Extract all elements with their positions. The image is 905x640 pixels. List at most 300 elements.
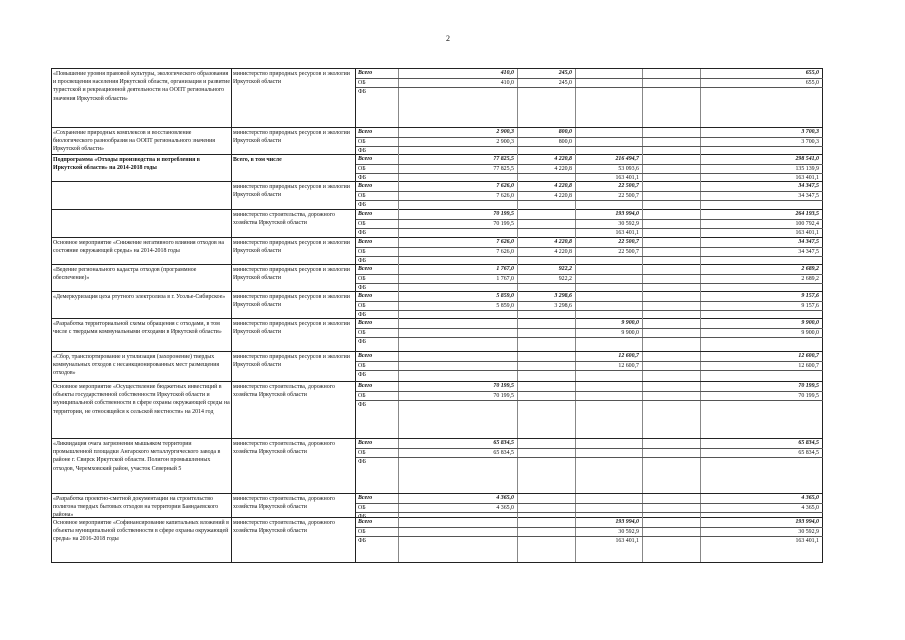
funding-source: Всего bbox=[358, 293, 373, 299]
table-row bbox=[51, 264, 823, 291]
value-total: 34 347,5 bbox=[700, 192, 823, 201]
value-2017 bbox=[642, 401, 700, 438]
value-2017 bbox=[642, 128, 700, 137]
funding-lines bbox=[355, 238, 823, 264]
value-2016 bbox=[575, 302, 642, 311]
funding-line bbox=[356, 155, 823, 165]
value-2014 bbox=[398, 352, 517, 361]
value-2015 bbox=[517, 439, 575, 448]
value-total: 70 199,5 bbox=[700, 382, 823, 391]
funding-line bbox=[356, 338, 823, 351]
value-2014: 4 365,0 bbox=[398, 504, 517, 513]
executor: министерство природных ресурсов и экологии Иркутской области bbox=[231, 292, 355, 318]
value-2016: 22 500,7 bbox=[575, 182, 642, 191]
funding-source: ОБ bbox=[358, 392, 366, 399]
value-2017 bbox=[642, 392, 700, 401]
value-2016: 163 401,1 bbox=[575, 174, 642, 183]
value-2016 bbox=[575, 401, 642, 438]
funding-line bbox=[356, 329, 823, 339]
value-2015: 245,0 bbox=[517, 79, 575, 88]
value-2015: 4 220,8 bbox=[517, 248, 575, 257]
funding-source: ОБ bbox=[358, 275, 366, 282]
value-total: 34 347,5 bbox=[700, 238, 823, 247]
value-2017 bbox=[642, 88, 700, 127]
funding-line bbox=[356, 528, 823, 538]
value-2016: 30 592,9 bbox=[575, 528, 642, 537]
value-total: 163 401,1 bbox=[700, 174, 823, 183]
budget-table bbox=[51, 68, 823, 563]
funding-lines bbox=[355, 382, 823, 438]
funding-source: ОБ bbox=[358, 504, 366, 511]
value-total bbox=[700, 401, 823, 438]
value-total: 655,0 bbox=[700, 79, 823, 88]
value-2015: 4 220,8 bbox=[517, 165, 575, 174]
funding-source: ОБ bbox=[358, 220, 366, 227]
value-2015: 922,2 bbox=[517, 265, 575, 274]
value-2016: 53 093,6 bbox=[575, 165, 642, 174]
funding-line bbox=[356, 182, 823, 192]
value-total: 34 347,5 bbox=[700, 182, 823, 191]
value-2016 bbox=[575, 439, 642, 448]
value-2015 bbox=[517, 449, 575, 458]
funding-source: Всего bbox=[358, 211, 373, 217]
value-2014: 7 626,0 bbox=[398, 248, 517, 257]
funding-source: ФБ bbox=[358, 285, 367, 292]
value-2014: 4 365,0 bbox=[398, 494, 517, 503]
value-2014: 77 825,5 bbox=[398, 155, 517, 164]
activity-name: «Сохранение природных комплексов и восстановление биологического разнообразия на ООПТ регионального значения Иркутской области» bbox=[51, 128, 231, 154]
value-2017 bbox=[642, 210, 700, 219]
table-row bbox=[51, 291, 823, 318]
value-2017 bbox=[642, 319, 700, 328]
value-2017 bbox=[642, 362, 700, 371]
funding-line bbox=[356, 362, 823, 372]
funding-lines bbox=[355, 69, 823, 127]
funding-line bbox=[356, 371, 823, 381]
value-2016: 22 500,7 bbox=[575, 248, 642, 257]
value-total: 30 592,9 bbox=[700, 528, 823, 537]
value-2016: 22 500,7 bbox=[575, 192, 642, 201]
value-2016 bbox=[575, 128, 642, 137]
value-2016: 9 900,0 bbox=[575, 329, 642, 338]
value-2015: 922,2 bbox=[517, 275, 575, 284]
funding-source: ФБ bbox=[358, 459, 367, 466]
value-total: 9 900,0 bbox=[700, 319, 823, 328]
table-row bbox=[51, 209, 823, 237]
value-2015 bbox=[517, 362, 575, 371]
funding-line bbox=[356, 518, 823, 528]
funding-source: ОБ bbox=[358, 192, 366, 199]
value-total: 65 834,5 bbox=[700, 439, 823, 448]
funding-line bbox=[356, 201, 823, 210]
executor: министерство природных ресурсов и экологии Иркутской области bbox=[231, 69, 355, 127]
value-total: 34 347,5 bbox=[700, 248, 823, 257]
value-2016 bbox=[575, 138, 642, 147]
activity-name bbox=[51, 210, 231, 237]
value-2014 bbox=[398, 371, 517, 381]
value-2014 bbox=[398, 362, 517, 371]
funding-source: Всего bbox=[358, 495, 373, 501]
value-total: 9 157,6 bbox=[700, 302, 823, 311]
value-total: 135 139,9 bbox=[700, 165, 823, 174]
value-2015 bbox=[517, 504, 575, 513]
value-2015 bbox=[517, 537, 575, 562]
value-total: 3 700,3 bbox=[700, 138, 823, 147]
value-2015 bbox=[517, 88, 575, 127]
activity-name: «Повышение уровня правовой культуры, экологического образования и просвещения населения Иркутской области, организация и развитие туристской и рекреационной деятельности на ООПТ регионального значения Иркутской области» bbox=[51, 69, 231, 127]
executor: министерство природных ресурсов и экологии Иркутской области bbox=[231, 319, 355, 351]
funding-source: ОБ bbox=[358, 138, 366, 145]
value-2014: 65 834,5 bbox=[398, 449, 517, 458]
funding-line bbox=[356, 79, 823, 89]
value-2016 bbox=[575, 69, 642, 78]
value-total: 193 994,0 bbox=[700, 518, 823, 527]
funding-source: Всего bbox=[358, 353, 373, 359]
value-2014: 5 859,0 bbox=[398, 292, 517, 301]
executor: Всего, в том числе bbox=[231, 155, 355, 181]
value-2016: 30 592,9 bbox=[575, 220, 642, 229]
value-2014: 410,0 bbox=[398, 79, 517, 88]
value-2014: 410,0 bbox=[398, 69, 517, 78]
funding-line bbox=[356, 494, 823, 504]
funding-line bbox=[356, 192, 823, 202]
value-2015 bbox=[517, 201, 575, 210]
executor: министерство природных ресурсов и экологии Иркутской области bbox=[231, 182, 355, 209]
funding-source: Всего bbox=[358, 519, 373, 525]
funding-source: ФБ bbox=[358, 339, 367, 346]
funding-source: ФБ bbox=[358, 514, 367, 521]
value-2015 bbox=[517, 518, 575, 527]
value-total: 3 700,3 bbox=[700, 128, 823, 137]
funding-line bbox=[356, 392, 823, 402]
funding-line bbox=[356, 88, 823, 127]
value-2014 bbox=[398, 229, 517, 238]
value-2015: 245,0 bbox=[517, 69, 575, 78]
funding-lines bbox=[355, 210, 823, 237]
value-total: 298 541,0 bbox=[700, 155, 823, 164]
funding-source: ФБ bbox=[358, 372, 367, 379]
value-2017 bbox=[642, 248, 700, 257]
funding-line bbox=[356, 165, 823, 175]
funding-source: Всего bbox=[358, 129, 373, 135]
activity-name: «Разработка территориальной схемы обращения с отходами, в том числе с твердыми коммунальными отходами в Иркутской области» bbox=[51, 319, 231, 351]
funding-lines bbox=[355, 518, 823, 562]
value-2017 bbox=[642, 265, 700, 274]
activity-name: «Разработка проектно-сметной документации на строительство полигона твердых бытовых отходов на территории Баяндаевского района» bbox=[51, 494, 231, 517]
activity-name: Основное мероприятие «Снижение негативного влияния отходов на состояние окружающей среды» на 2014-2018 годы bbox=[51, 238, 231, 264]
value-2017 bbox=[642, 537, 700, 562]
value-2015 bbox=[517, 401, 575, 438]
value-2017 bbox=[642, 292, 700, 301]
value-2014 bbox=[398, 518, 517, 527]
value-total bbox=[700, 338, 823, 351]
funding-line bbox=[356, 210, 823, 220]
funding-line bbox=[356, 458, 823, 493]
value-2014 bbox=[398, 201, 517, 210]
funding-line bbox=[356, 292, 823, 302]
value-2015: 800,0 bbox=[517, 138, 575, 147]
value-2014: 5 859,0 bbox=[398, 302, 517, 311]
value-total bbox=[700, 371, 823, 381]
value-2017 bbox=[642, 329, 700, 338]
value-2014: 7 626,0 bbox=[398, 238, 517, 247]
value-2014: 1 767,0 bbox=[398, 275, 517, 284]
value-2014 bbox=[398, 401, 517, 438]
value-total bbox=[700, 88, 823, 127]
funding-line bbox=[356, 319, 823, 329]
value-total: 100 792,4 bbox=[700, 220, 823, 229]
value-2017 bbox=[642, 302, 700, 311]
funding-source: ОБ bbox=[358, 449, 366, 456]
funding-source: ФБ bbox=[358, 230, 367, 237]
funding-source: Всего bbox=[358, 70, 373, 76]
funding-source: Всего bbox=[358, 156, 373, 162]
value-2016 bbox=[575, 79, 642, 88]
value-2014: 2 900,3 bbox=[398, 138, 517, 147]
funding-source: ОБ bbox=[358, 165, 366, 172]
value-2017 bbox=[642, 229, 700, 238]
value-2014: 70 199,5 bbox=[398, 382, 517, 391]
table-row bbox=[51, 237, 823, 264]
funding-line bbox=[356, 504, 823, 514]
value-2014 bbox=[398, 528, 517, 537]
value-2016: 9 900,0 bbox=[575, 319, 642, 328]
funding-line bbox=[356, 382, 823, 392]
value-total: 163 401,1 bbox=[700, 229, 823, 238]
value-2015: 4 220,8 bbox=[517, 155, 575, 164]
funding-line bbox=[356, 128, 823, 138]
value-2016 bbox=[575, 338, 642, 351]
value-2015 bbox=[517, 382, 575, 391]
value-2014: 7 626,0 bbox=[398, 192, 517, 201]
value-2016 bbox=[575, 449, 642, 458]
value-2017 bbox=[642, 79, 700, 88]
table-row bbox=[51, 68, 823, 127]
value-total: 65 834,5 bbox=[700, 449, 823, 458]
executor: министерство строительства, дорожного хозяйства Иркутской области bbox=[231, 439, 355, 493]
funding-source: ФБ bbox=[358, 258, 367, 265]
executor: министерство природных ресурсов и экологии Иркутской области bbox=[231, 128, 355, 154]
activity-name: «Ликвидация очага загрязнения мышьяком территории промышленной площадки Ангарского металлургического завода в районе г. Свирск Иркутской области. Полигон промышленных отходов, Черемховский район, участок Северный 5 bbox=[51, 439, 231, 493]
funding-line bbox=[356, 265, 823, 275]
value-2015 bbox=[517, 319, 575, 328]
value-total: 2 689,2 bbox=[700, 265, 823, 274]
value-2015 bbox=[517, 494, 575, 503]
value-2017 bbox=[642, 155, 700, 164]
funding-source: ФБ bbox=[358, 312, 367, 319]
activity-name: Основное мероприятие «Софинансирование капитальных вложений в объекты муниципальной собственности в сфере охраны окружающей среды» на 2016-2018 годы bbox=[51, 518, 231, 562]
value-2014: 7 626,0 bbox=[398, 182, 517, 191]
executor: министерство строительства, дорожного хозяйства Иркутской области bbox=[231, 518, 355, 562]
value-2017 bbox=[642, 275, 700, 284]
funding-source: Всего bbox=[358, 266, 373, 272]
funding-source: ОБ bbox=[358, 79, 366, 86]
value-total: 12 600,7 bbox=[700, 362, 823, 371]
value-2016: 12 600,7 bbox=[575, 362, 642, 371]
value-2016 bbox=[575, 88, 642, 127]
activity-name: «Ведение регионального кадастра отходов (программное обеспечение)» bbox=[51, 265, 231, 291]
value-2015: 3 298,6 bbox=[517, 302, 575, 311]
table-row bbox=[51, 438, 823, 493]
funding-line bbox=[356, 401, 823, 438]
funding-lines bbox=[355, 155, 823, 181]
value-2017 bbox=[642, 371, 700, 381]
value-2015: 4 220,8 bbox=[517, 182, 575, 191]
value-2015: 4 220,8 bbox=[517, 238, 575, 247]
value-2015: 3 298,6 bbox=[517, 292, 575, 301]
funding-line bbox=[356, 439, 823, 449]
value-total: 264 193,5 bbox=[700, 210, 823, 219]
executor: министерство строительства, дорожного хозяйства Иркутской области bbox=[231, 494, 355, 517]
value-2016 bbox=[575, 494, 642, 503]
value-2017 bbox=[642, 201, 700, 210]
value-2016 bbox=[575, 265, 642, 274]
value-total: 2 689,2 bbox=[700, 275, 823, 284]
funding-lines bbox=[355, 352, 823, 381]
value-2017 bbox=[642, 504, 700, 513]
value-2017 bbox=[642, 494, 700, 503]
value-2014 bbox=[398, 88, 517, 127]
value-total: 9 157,6 bbox=[700, 292, 823, 301]
funding-line bbox=[356, 248, 823, 258]
value-2015 bbox=[517, 220, 575, 229]
funding-source: ФБ bbox=[358, 175, 367, 182]
funding-source: ФБ bbox=[358, 202, 367, 209]
value-total: 4 365,0 bbox=[700, 504, 823, 513]
value-2017 bbox=[642, 458, 700, 493]
funding-source: ОБ bbox=[358, 302, 366, 309]
value-2016 bbox=[575, 458, 642, 493]
funding-line bbox=[356, 537, 823, 562]
value-2017 bbox=[642, 238, 700, 247]
value-2016 bbox=[575, 292, 642, 301]
value-2016 bbox=[575, 371, 642, 381]
value-2017 bbox=[642, 518, 700, 527]
funding-source: ФБ bbox=[358, 402, 367, 409]
funding-line bbox=[356, 352, 823, 362]
executor: министерство природных ресурсов и экологии Иркутской области bbox=[231, 352, 355, 381]
value-2017 bbox=[642, 449, 700, 458]
funding-lines bbox=[355, 182, 823, 209]
value-total bbox=[700, 458, 823, 493]
value-2014 bbox=[398, 537, 517, 562]
value-total: 655,0 bbox=[700, 69, 823, 78]
value-2015 bbox=[517, 229, 575, 238]
funding-lines bbox=[355, 128, 823, 154]
activity-name: «Сбор, транспортирование и утилизация (захоронение) твердых коммунальных отходов с несанкционированных мест размещения отходов» bbox=[51, 352, 231, 381]
value-total: 163 401,1 bbox=[700, 537, 823, 562]
value-2017 bbox=[642, 182, 700, 191]
table-row bbox=[51, 381, 823, 438]
table-row bbox=[51, 154, 823, 181]
value-2017 bbox=[642, 138, 700, 147]
value-2017 bbox=[642, 382, 700, 391]
funding-line bbox=[356, 302, 823, 312]
value-2015 bbox=[517, 329, 575, 338]
value-2017 bbox=[642, 352, 700, 361]
executor: министерство природных ресурсов и экологии Иркутской области bbox=[231, 265, 355, 291]
funding-source: Всего bbox=[358, 440, 373, 446]
value-2017 bbox=[642, 220, 700, 229]
page-number: 2 bbox=[446, 34, 450, 43]
funding-source: Всего bbox=[358, 383, 373, 389]
funding-lines bbox=[355, 439, 823, 493]
value-2014: 65 834,5 bbox=[398, 439, 517, 448]
value-2015 bbox=[517, 352, 575, 361]
funding-source: ФБ bbox=[358, 538, 367, 545]
value-2014: 70 199,5 bbox=[398, 220, 517, 229]
value-2016: 216 494,7 bbox=[575, 155, 642, 164]
value-2014 bbox=[398, 329, 517, 338]
value-2014 bbox=[398, 458, 517, 493]
value-2017 bbox=[642, 528, 700, 537]
value-2014: 70 199,5 bbox=[398, 210, 517, 219]
executor: министерство природных ресурсов и экологии Иркутской области bbox=[231, 238, 355, 264]
funding-source: Всего bbox=[358, 239, 373, 245]
value-2014: 70 199,5 bbox=[398, 392, 517, 401]
value-2014: 77 825,5 bbox=[398, 165, 517, 174]
value-2016 bbox=[575, 201, 642, 210]
funding-source: Всего bbox=[358, 183, 373, 189]
funding-line bbox=[356, 229, 823, 238]
funding-line bbox=[356, 238, 823, 248]
table-row bbox=[51, 318, 823, 351]
funding-source: ОБ bbox=[358, 248, 366, 255]
executor: министерство строительства, дорожного хозяйства Иркутской области bbox=[231, 382, 355, 438]
value-2016 bbox=[575, 392, 642, 401]
value-total: 9 900,0 bbox=[700, 329, 823, 338]
activity-name bbox=[51, 182, 231, 209]
value-2016: 193 994,0 bbox=[575, 210, 642, 219]
value-2015 bbox=[517, 371, 575, 381]
funding-source: ОБ bbox=[358, 362, 366, 369]
value-2014: 2 900,3 bbox=[398, 128, 517, 137]
funding-lines bbox=[355, 494, 823, 521]
funding-line bbox=[356, 449, 823, 459]
table-row bbox=[51, 493, 823, 521]
value-2015 bbox=[517, 210, 575, 219]
value-2017 bbox=[642, 69, 700, 78]
value-2016 bbox=[575, 504, 642, 513]
value-2014 bbox=[398, 319, 517, 328]
value-2015 bbox=[517, 338, 575, 351]
value-2016 bbox=[575, 382, 642, 391]
funding-source: Всего bbox=[358, 320, 373, 326]
value-2017 bbox=[642, 192, 700, 201]
value-2017 bbox=[642, 165, 700, 174]
funding-lines bbox=[355, 265, 823, 291]
value-2017 bbox=[642, 338, 700, 351]
value-2015 bbox=[517, 458, 575, 493]
activity-name: «Демеркуризация цеха ртутного электролиза в г. Усолье-Сибирское» bbox=[51, 292, 231, 318]
funding-source: ФБ bbox=[358, 148, 367, 155]
funding-source: ОБ bbox=[358, 329, 366, 336]
value-2015 bbox=[517, 528, 575, 537]
funding-source: ФБ bbox=[358, 89, 367, 96]
value-2017 bbox=[642, 439, 700, 448]
value-2015 bbox=[517, 392, 575, 401]
value-2016: 193 994,0 bbox=[575, 518, 642, 527]
value-total bbox=[700, 201, 823, 210]
value-2016 bbox=[575, 275, 642, 284]
table-row bbox=[51, 181, 823, 209]
table-row bbox=[51, 351, 823, 381]
value-2014 bbox=[398, 338, 517, 351]
table-row bbox=[51, 127, 823, 154]
value-2016: 22 500,7 bbox=[575, 238, 642, 247]
funding-line bbox=[356, 220, 823, 230]
executor: министерство строительства, дорожного хозяйства Иркутской области bbox=[231, 210, 355, 237]
